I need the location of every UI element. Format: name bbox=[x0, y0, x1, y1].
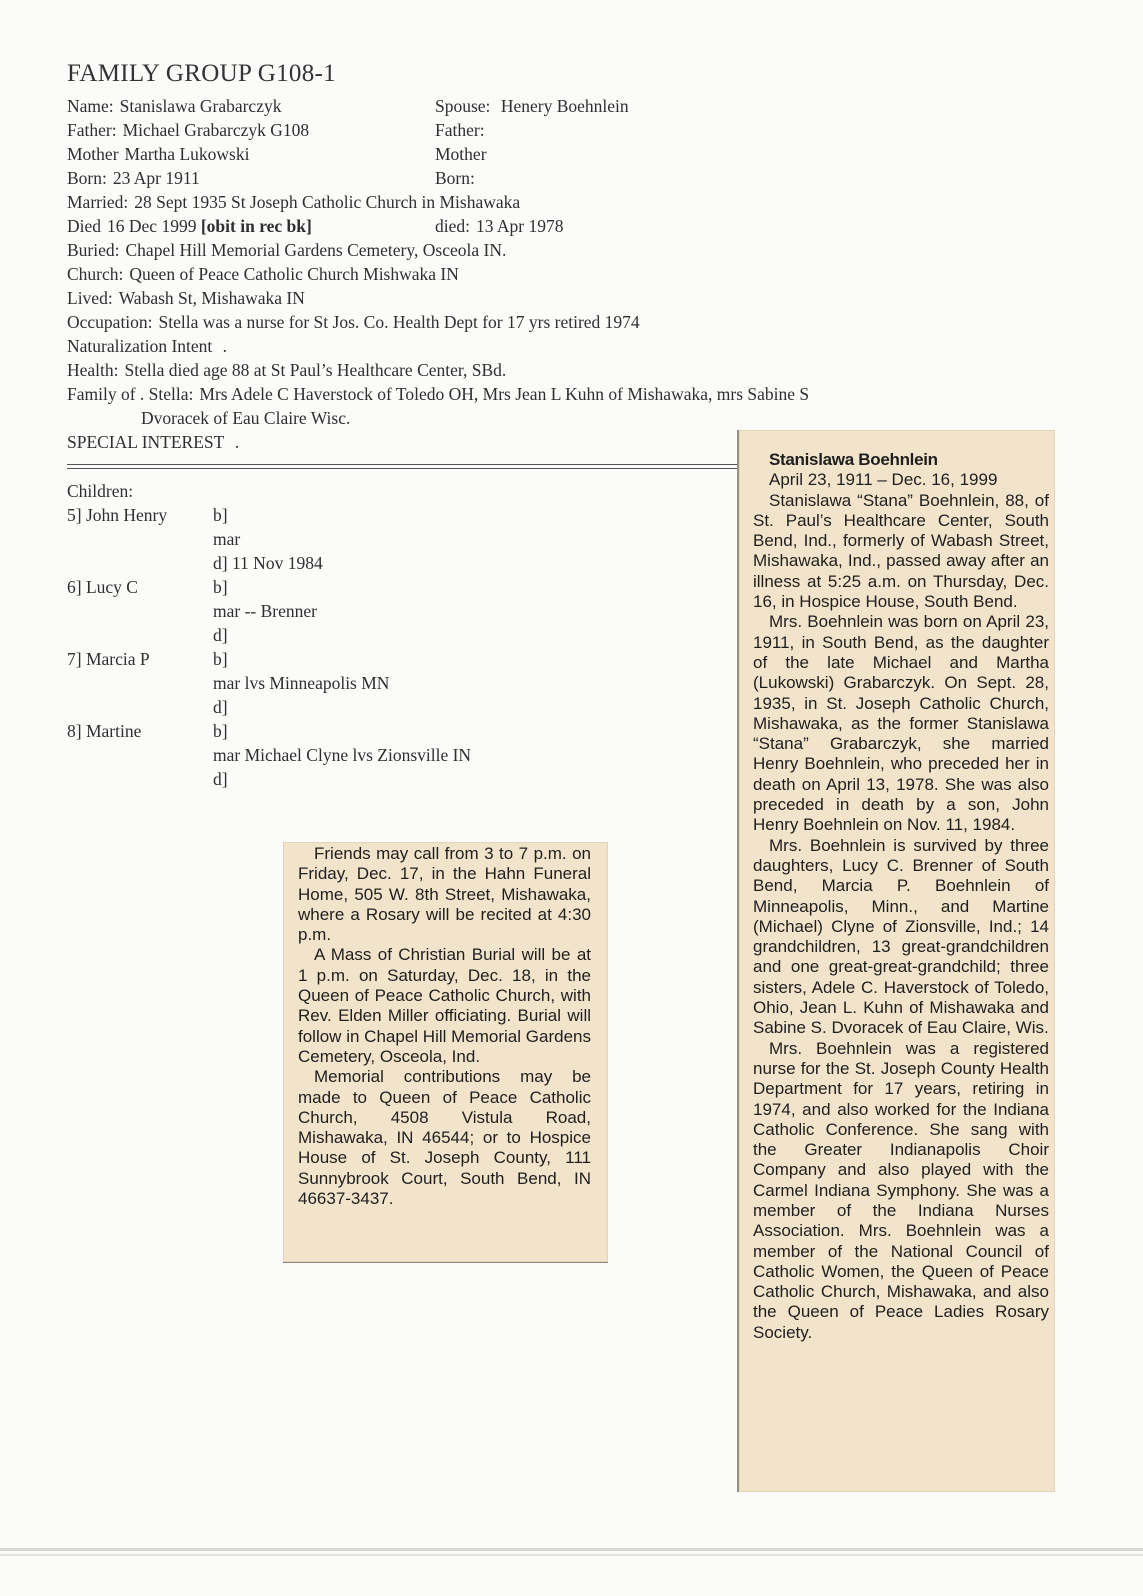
health-row: Health: Stella died age 88 at St Paul’s Healthcare Center, SBd. bbox=[67, 360, 507, 380]
spouse-mother-row: Mother bbox=[435, 144, 487, 164]
child-married: mar Michael Clyne lvs Zionsville IN bbox=[213, 745, 472, 765]
children-heading: Children: bbox=[67, 481, 134, 501]
married-row: Married: 28 Sept 1935 St Joseph Catholic Church in Mishawaka bbox=[67, 192, 521, 212]
spouse-born-row: Born: bbox=[435, 168, 475, 188]
child-died: d] 11 Nov 1984 bbox=[213, 553, 323, 573]
special-interest-row: SPECIAL INTEREST . bbox=[67, 432, 240, 452]
child-name: 7] Marcia P bbox=[67, 649, 150, 669]
child-died: d] bbox=[213, 697, 228, 717]
obituary-heading: Stanislawa Boehnlein bbox=[769, 450, 938, 469]
page-edge bbox=[0, 1548, 1143, 1551]
services-clipping bbox=[283, 842, 608, 1263]
occupation-row: Occupation: Stella was a nurse for St Jos. Co. Health Dept for 17 yrs retired 1974 bbox=[67, 312, 640, 332]
spouse-row: Spouse: Henery Boehnlein bbox=[435, 96, 629, 116]
services-paragraph: Friends may call from 3 to 7 p.m. on Friday, Dec. 17, in the Hahn Funeral Home, 505 W. 8th Street, Mishawaka, where a Rosary will be recited at 4:30 p.m. bbox=[298, 844, 591, 945]
child-married: mar bbox=[213, 529, 241, 549]
obituary-paragraph: Stanislawa “Stana” Boehnlein, 88, of St. Paul’s Healthcare Center, South Bend, Ind., formerly of Wabash Street, Mishawaka, Ind., passed away after an illness at 5:25 a.m. on Thursday, Dec. 16, in Hospice House, South Bend. bbox=[753, 490, 1049, 612]
buried-row: Buried: Chapel Hill Memorial Gardens Cemetery, Osceola IN. bbox=[67, 240, 507, 260]
obituary-paragraph: Mrs. Boehnlein was born on April 23, 1911, in South Bend, as the daughter of the late Michael and Martha (Lukowski) Grabarczyk. On Sept. 28, 1935, in St. Joseph Catholic Church, Mishawaka, as the former Stanislawa “Stana” Grabarczyk, she married Henry Boehnlein, who preceded her in death on April 13, 1978. She was also preceded in death by a son, John Henry Boehnlein on Nov. 11, 1984. bbox=[753, 612, 1049, 835]
child-name: 8] Martine bbox=[67, 721, 142, 741]
lived-row: Lived: Wabash St, Mishawaka IN bbox=[67, 288, 305, 308]
double-rule bbox=[67, 464, 742, 469]
child-died: d] bbox=[213, 769, 228, 789]
name-row: Name: Stanislawa Grabarczyk bbox=[67, 96, 282, 116]
spouse-died-row: died: 13 Apr 1978 bbox=[435, 216, 564, 236]
family-row-cont: Dvoracek of Eau Claire Wisc. bbox=[141, 408, 351, 428]
child-died: d] bbox=[213, 625, 228, 645]
obituary-paragraph: Mrs. Boehnlein is survived by three daughters, Lucy C. Brenner of South Bend, Marcia P. Boehnlein of Minneapolis, Minn., and Martine (Michael) Clyne of Zionsville, Ind.; 14 grandchildren, 13 great-grandchildren and one great-great-grandchild; three sisters, Adele C. Haverstock of Toledo, Ohio, Jean L. Kuhn of Mishawaka and Sabine S. Dvoracek of Eau Claire, Wis. bbox=[753, 835, 1049, 1038]
obituary-dates: April 23, 1911 – Dec. 16, 1999 bbox=[769, 470, 998, 490]
page-edge-shadow bbox=[0, 1554, 1143, 1556]
child-born: b] bbox=[213, 649, 228, 669]
obituary-clipping bbox=[737, 430, 1055, 1492]
services-paragraph: A Mass of Christian Burial will be at 1 p.m. on Saturday, Dec. 18, in the Queen of Peace Catholic Church, with Rev. Elden Miller officiating. Burial will follow in Chapel Hill Memorial Gardens Cemetery, Osceola, Ind. bbox=[298, 945, 591, 1066]
services-paragraph: Memorial contributions may be made to Queen of Peace Catholic Church, 4508 Vistula Road, Mishawaka, IN 46544; or to Hospice House of St. Joseph County, 111 Sunnybrook Court, South Bend, IN 46637-3437. bbox=[298, 1067, 591, 1209]
family-row: Family of . Stella: Mrs Adele C Haverstock of Toledo OH, Mrs Jean L Kuhn of Mishawaka, mrs Sabine S bbox=[67, 384, 810, 404]
child-name: 6] Lucy C bbox=[67, 577, 138, 597]
obit-note: [obit in rec bk] bbox=[200, 216, 312, 236]
child-born: b] bbox=[213, 577, 228, 597]
page-title: FAMILY GROUP G108-1 bbox=[67, 60, 336, 87]
died-row: Died 16 Dec 1999 [obit in rec bk] bbox=[67, 216, 312, 236]
child-born: b] bbox=[213, 721, 228, 741]
child-born: b] bbox=[213, 505, 228, 525]
church-row: Church: Queen of Peace Catholic Church Mishwaka IN bbox=[67, 264, 459, 284]
mother-row: Mother Martha Lukowski bbox=[67, 144, 250, 164]
born-row: Born: 23 Apr 1911 bbox=[67, 168, 200, 188]
obituary-paragraph: Mrs. Boehnlein was a registered nurse for the St. Joseph County Health Department for 17 years, retiring in 1974, and also worked for the Indiana Catholic Conference. She sang with the Greater Indianapolis Choir Company and also played with the Carmel Indiana Symphony. She was a member of the Indiana Nurses Association. Mrs. Boehnlein was a member of the National Council of Catholic Women, the Queen of Peace Catholic Church, Mishawaka, and also the Queen of Peace Ladies Rosary Society. bbox=[753, 1038, 1049, 1342]
father-row: Father: Michael Grabarczyk G108 bbox=[67, 120, 310, 140]
naturalization-row: Naturalization Intent . bbox=[67, 336, 228, 356]
child-married: mar -- Brenner bbox=[213, 601, 317, 621]
child-name: 5] John Henry bbox=[67, 505, 168, 525]
child-married: mar lvs Minneapolis MN bbox=[213, 673, 390, 693]
spouse-father-row: Father: bbox=[435, 120, 485, 140]
